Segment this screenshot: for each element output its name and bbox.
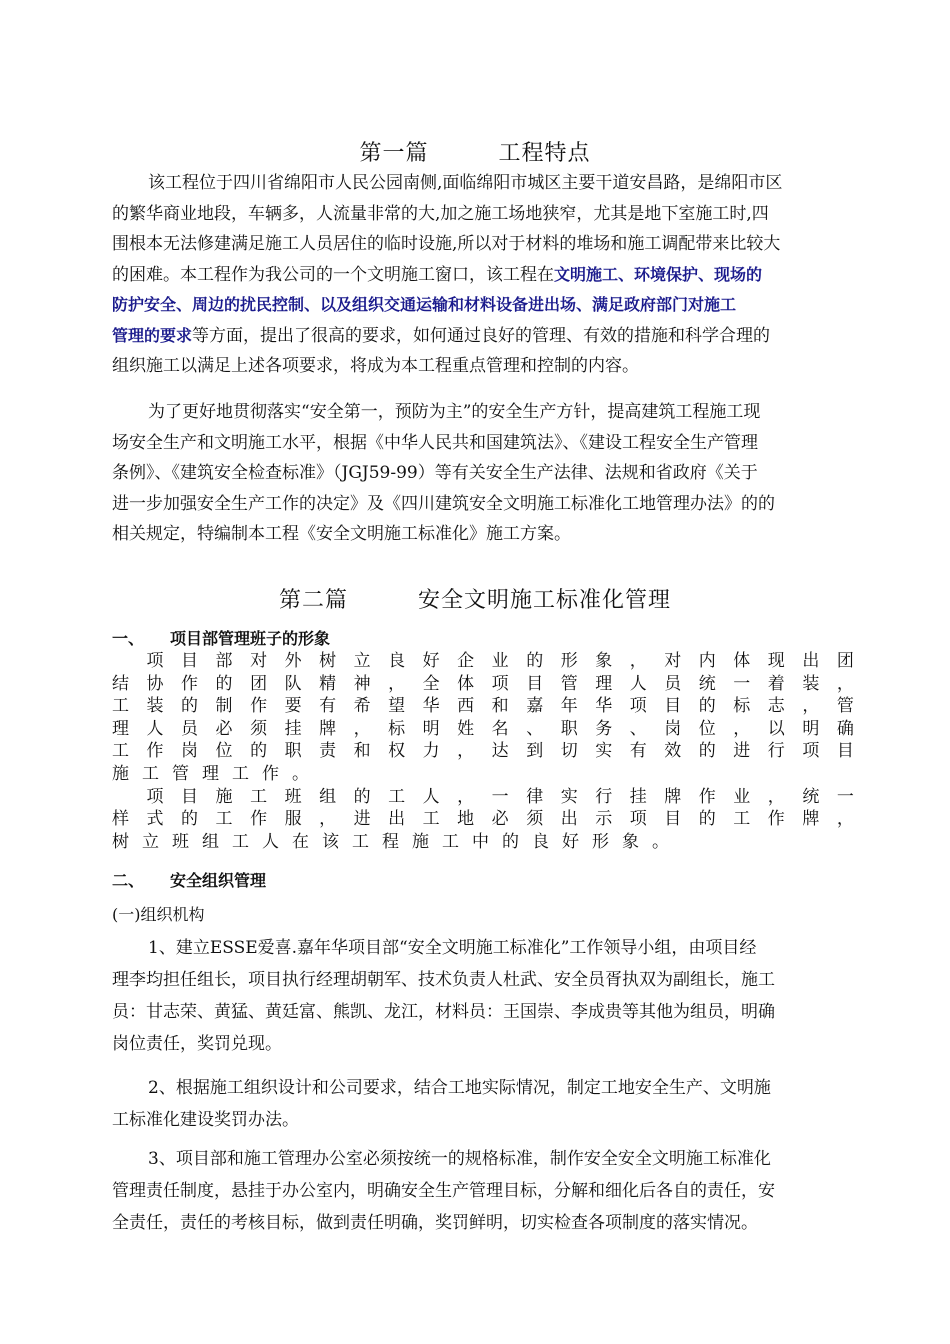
part2-title-number: 第二篇 <box>278 588 348 613</box>
character: 员 <box>664 673 682 694</box>
character: 的 <box>215 673 233 694</box>
character: 员 <box>181 718 199 739</box>
section-number: 二、 <box>112 871 145 890</box>
spaced-line <box>112 673 854 696</box>
character: 律 <box>526 786 544 807</box>
character: 人 <box>146 718 164 739</box>
character: 出 <box>802 651 820 671</box>
character: ， <box>836 673 854 694</box>
character: 组 <box>202 831 219 852</box>
character: 管 <box>836 696 854 717</box>
text-line: 为了更好地贯彻落实“安全第一，预防为主”的安全生产方针，提高建筑工程施工现 <box>148 402 761 422</box>
character: 出 <box>560 809 578 830</box>
character: ， <box>457 786 475 807</box>
character: 对 <box>250 651 268 671</box>
character: 明 <box>422 718 440 739</box>
character: 达 <box>491 741 509 762</box>
character: 工 <box>422 809 440 830</box>
character: 的 <box>698 809 716 830</box>
character: 树 <box>319 651 337 671</box>
character: 中 <box>472 831 489 852</box>
character: 职 <box>560 718 578 739</box>
character: 目 <box>664 809 682 830</box>
character: 业 <box>491 651 509 671</box>
character: 目 <box>181 651 199 671</box>
character: 要 <box>284 696 302 717</box>
character: 施 <box>412 831 429 852</box>
section-heading-1 <box>112 626 330 649</box>
management-image-paragraph <box>112 650 854 853</box>
character: 作 <box>146 741 164 762</box>
text-segment: 等方面，提出了很高的要求，如何通过良好的管理、有效的措施和科学合理的 <box>192 325 771 346</box>
character: 程 <box>382 831 399 852</box>
numbered-item-2 <box>112 1072 864 1136</box>
text-line: 的繁华商业地段，车辆多，人流量非常的大,加之施工场地狭窄，尤其是地下室施工时,四 <box>112 203 769 224</box>
character: 效 <box>664 741 682 762</box>
spaced-line <box>112 718 854 741</box>
character: 精 <box>319 673 337 694</box>
character: 着 <box>767 673 785 694</box>
character: ， <box>388 673 406 694</box>
character: 务 <box>595 718 613 739</box>
highlighted-text: 防护安全、周边的扰民控制、以及组织交通运输和材料设备进出场、满足政府部门对施工 <box>112 295 737 314</box>
highlighted-text: 管理的要求 <box>112 325 193 345</box>
part1-paragraph-2 <box>112 397 864 550</box>
text-line: 相关规定，特编制本工程《安全文明施工标准化》施工方案。 <box>112 524 571 544</box>
character: 和 <box>353 741 371 762</box>
character: 工 <box>232 763 249 784</box>
character: 班 <box>172 831 189 852</box>
character: 进 <box>733 741 751 762</box>
character: 切 <box>560 741 578 762</box>
spaced-line <box>112 808 854 831</box>
character: 施 <box>215 786 233 807</box>
character: ， <box>767 786 785 807</box>
character: 项 <box>629 696 647 717</box>
text-line: 场安全生产和文明施工水平，根据《中华人民共和国建筑法》、《建设工程安全生产管理 <box>112 432 758 453</box>
character: 华 <box>422 696 440 717</box>
character: 作 <box>250 696 268 717</box>
character: 对 <box>664 651 682 671</box>
subsection-heading: (一)组织机构 <box>112 905 205 924</box>
character: ， <box>836 809 854 830</box>
character: 位 <box>698 718 716 739</box>
character: 项 <box>629 809 647 830</box>
character: 一 <box>733 673 751 694</box>
character: 象 <box>622 831 639 852</box>
section-number: 一、 <box>112 629 145 648</box>
character: 现 <box>767 651 785 671</box>
character: 须 <box>250 718 268 739</box>
character: 工 <box>352 831 369 852</box>
text-line: 围根本无法修建满足施工人员居住的临时设施,所以对于材料的堆场和施工调配带来比较大 <box>112 234 781 254</box>
character: 服 <box>284 809 302 830</box>
text-line: 3、项目部和施工管理办公室必须按统一的规格标准，制作安全安全文明施工标准化 <box>148 1149 771 1169</box>
text-line: 进一步加强安全生产工作的决定》及《四川建筑安全文明施工标准化工地管理办法》的的 <box>112 493 775 514</box>
character <box>112 786 129 809</box>
character: 职 <box>284 741 302 762</box>
character: ， <box>629 651 647 671</box>
character: 位 <box>215 741 233 762</box>
character: 理 <box>595 673 613 694</box>
character: 的 <box>502 831 519 852</box>
character: 工 <box>442 831 459 852</box>
part1-title <box>0 136 950 167</box>
character: 行 <box>595 786 613 807</box>
character: 结 <box>112 673 129 694</box>
character <box>112 650 129 673</box>
character: 作 <box>767 809 785 830</box>
character: ， <box>802 696 820 717</box>
character: 须 <box>526 809 544 830</box>
character: 。 <box>292 763 309 784</box>
character: 、 <box>526 718 544 739</box>
text-segment: 的困难。本工程作为我公司的一个文明施工窗口，该工程在 <box>112 264 554 285</box>
character: 一 <box>836 786 854 807</box>
spaced-line <box>112 763 854 786</box>
character: 样 <box>112 809 129 830</box>
character: 的 <box>698 696 716 717</box>
character: 的 <box>181 809 199 830</box>
character: 地 <box>457 809 475 830</box>
character: 树 <box>112 831 129 852</box>
character: 人 <box>422 786 440 807</box>
character: 好 <box>422 651 440 671</box>
character: 名 <box>491 718 509 739</box>
character: 的 <box>353 786 371 807</box>
character: 华 <box>595 696 613 717</box>
character: 作 <box>262 763 279 784</box>
text-line: 理李均担任组长，项目执行经理胡朝军、技术负责人杜武、安全员胥执双为副组长，施工 <box>112 970 775 990</box>
character: 作 <box>181 673 199 694</box>
character: 志 <box>767 696 785 717</box>
character: 目 <box>526 673 544 694</box>
character: 管 <box>560 673 578 694</box>
character: 业 <box>733 786 751 807</box>
character: 有 <box>319 696 337 717</box>
spaced-line <box>112 831 854 854</box>
character: 在 <box>292 831 309 852</box>
character: 工 <box>250 786 268 807</box>
text-line: 全责任，责任的考核目标，做到责任明确，奖罚鲜明，切实检查各项制度的落实情况。 <box>112 1213 758 1233</box>
character: 必 <box>215 718 233 739</box>
numbered-item-1 <box>112 932 864 1060</box>
character: 和 <box>491 696 509 717</box>
character: 确 <box>836 718 854 739</box>
character: 形 <box>560 651 578 671</box>
character: 的 <box>698 741 716 762</box>
highlighted-text: 文明施工、环境保护、现场的 <box>554 264 763 284</box>
character: 全 <box>422 673 440 694</box>
character: 施 <box>112 763 129 784</box>
character: 实 <box>595 741 613 762</box>
part2-title-text: 安全文明施工标准化管理 <box>418 588 672 613</box>
character: 企 <box>457 651 475 671</box>
character: 一 <box>491 786 509 807</box>
character: 标 <box>733 696 751 717</box>
spaced-line <box>112 740 854 763</box>
character: 作 <box>698 786 716 807</box>
character: 工 <box>112 696 129 717</box>
character: 明 <box>802 718 820 739</box>
text-line: 组织施工以满足上述各项要求，将成为本工程重点管理和控制的内容。 <box>112 356 639 376</box>
character: ， <box>733 718 751 739</box>
character: 项 <box>491 673 509 694</box>
character: 力 <box>422 741 440 762</box>
character: 队 <box>284 673 302 694</box>
character: 工 <box>215 809 233 830</box>
character: 作 <box>250 809 268 830</box>
text-line <box>112 260 864 291</box>
part1-title-text: 工程特点 <box>498 141 591 166</box>
text-line: 员：甘志荣、黄猛、黄廷富、熊凯、龙江，材料员：王国崇、李成贵等其他为组员，明确 <box>112 1002 775 1022</box>
character: 责 <box>319 741 337 762</box>
character: 组 <box>319 786 337 807</box>
character: 制 <box>215 696 233 717</box>
spaced-line <box>112 695 854 718</box>
character: 工 <box>112 741 129 762</box>
character: 目 <box>181 786 199 807</box>
character: 目 <box>664 696 682 717</box>
character: 体 <box>733 651 751 671</box>
text-line: 1、建立ESSE爱喜.嘉年华项目部“安全文明施工标准化”工作领导小组，由项目经 <box>148 938 757 958</box>
character: 姓 <box>457 718 475 739</box>
section-title: 安全组织管理 <box>170 871 267 890</box>
character: 有 <box>629 741 647 762</box>
character: 体 <box>457 673 475 694</box>
character: 工 <box>142 763 159 784</box>
character: 装 <box>146 696 164 717</box>
character: 的 <box>181 696 199 717</box>
character: 良 <box>388 651 406 671</box>
character: 立 <box>142 831 159 852</box>
character: 项 <box>146 651 164 671</box>
character: 出 <box>388 809 406 830</box>
part2-title <box>0 583 950 614</box>
character: 嘉 <box>526 696 544 717</box>
character: 理 <box>202 763 219 784</box>
character: 统 <box>802 786 820 807</box>
text-line: 岗位责任，奖罚兑现。 <box>112 1034 282 1054</box>
character: 部 <box>215 651 233 671</box>
character: 望 <box>388 696 406 717</box>
character: 外 <box>284 651 302 671</box>
character: 。 <box>652 831 669 852</box>
character: 必 <box>491 809 509 830</box>
text-line: 工标准化建设奖罚办法。 <box>112 1110 299 1130</box>
character: 神 <box>353 673 371 694</box>
character: 工 <box>232 831 249 852</box>
character: 示 <box>595 809 613 830</box>
character: ， <box>457 741 475 762</box>
character: 人 <box>262 831 279 852</box>
character: 协 <box>146 673 164 694</box>
numbered-item-3 <box>112 1143 864 1239</box>
character: 该 <box>322 831 339 852</box>
character: 目 <box>836 741 854 762</box>
spaced-line <box>112 650 854 673</box>
character: 标 <box>388 718 406 739</box>
character: 好 <box>562 831 579 852</box>
part1-paragraph-1 <box>112 168 864 382</box>
character: 班 <box>284 786 302 807</box>
character: 的 <box>526 651 544 671</box>
character: 良 <box>532 831 549 852</box>
character: 统 <box>698 673 716 694</box>
character: 管 <box>172 763 189 784</box>
character: 工 <box>388 786 406 807</box>
character: 进 <box>353 809 371 830</box>
character: 项 <box>802 741 820 762</box>
character: 装 <box>802 673 820 694</box>
text-line <box>112 321 864 352</box>
spaced-line <box>112 786 854 809</box>
character: 立 <box>353 651 371 671</box>
character: 希 <box>353 696 371 717</box>
character: 理 <box>112 718 129 739</box>
section-title: 项目部管理班子的形象 <box>170 629 331 648</box>
character: 到 <box>526 741 544 762</box>
character: 年 <box>560 696 578 717</box>
character: 形 <box>592 831 609 852</box>
character: 内 <box>698 651 716 671</box>
text-line: 管理责任制度，悬挂于办公室内，明确安全生产管理目标，分解和细化后各自的责任，安 <box>112 1181 775 1201</box>
character: 牌 <box>802 809 820 830</box>
character: 岗 <box>664 718 682 739</box>
character: 以 <box>767 718 785 739</box>
character: 西 <box>457 696 475 717</box>
character: 牌 <box>319 718 337 739</box>
character: 式 <box>146 809 164 830</box>
character: 团 <box>250 673 268 694</box>
character: 的 <box>250 741 268 762</box>
character: 挂 <box>284 718 302 739</box>
character: 人 <box>629 673 647 694</box>
character: 牌 <box>664 786 682 807</box>
character: 工 <box>733 809 751 830</box>
character: 行 <box>767 741 785 762</box>
character: 实 <box>560 786 578 807</box>
character: 象 <box>595 651 613 671</box>
text-line: 2、根据施工组织设计和公司要求，结合工地实际情况，制定工地安全生产、文明施 <box>148 1078 771 1098</box>
part1-title-number: 第一篇 <box>359 141 429 166</box>
character: 团 <box>836 651 854 671</box>
character: 挂 <box>629 786 647 807</box>
character: 岗 <box>181 741 199 762</box>
character: 、 <box>629 718 647 739</box>
character: 项 <box>146 786 164 807</box>
character: 权 <box>388 741 406 762</box>
character: ， <box>319 809 337 830</box>
section-heading-2 <box>112 868 266 891</box>
text-line: 该工程位于四川省绵阳市人民公园南侧,面临绵阳市城区主要干道安昌路，是绵阳市区 <box>148 173 783 193</box>
character: ， <box>353 718 371 739</box>
text-line: 条例》、《建筑安全检查标准》（JGJ59-99）等有关安全生产法律、法规和省政府《关于 <box>112 463 758 483</box>
